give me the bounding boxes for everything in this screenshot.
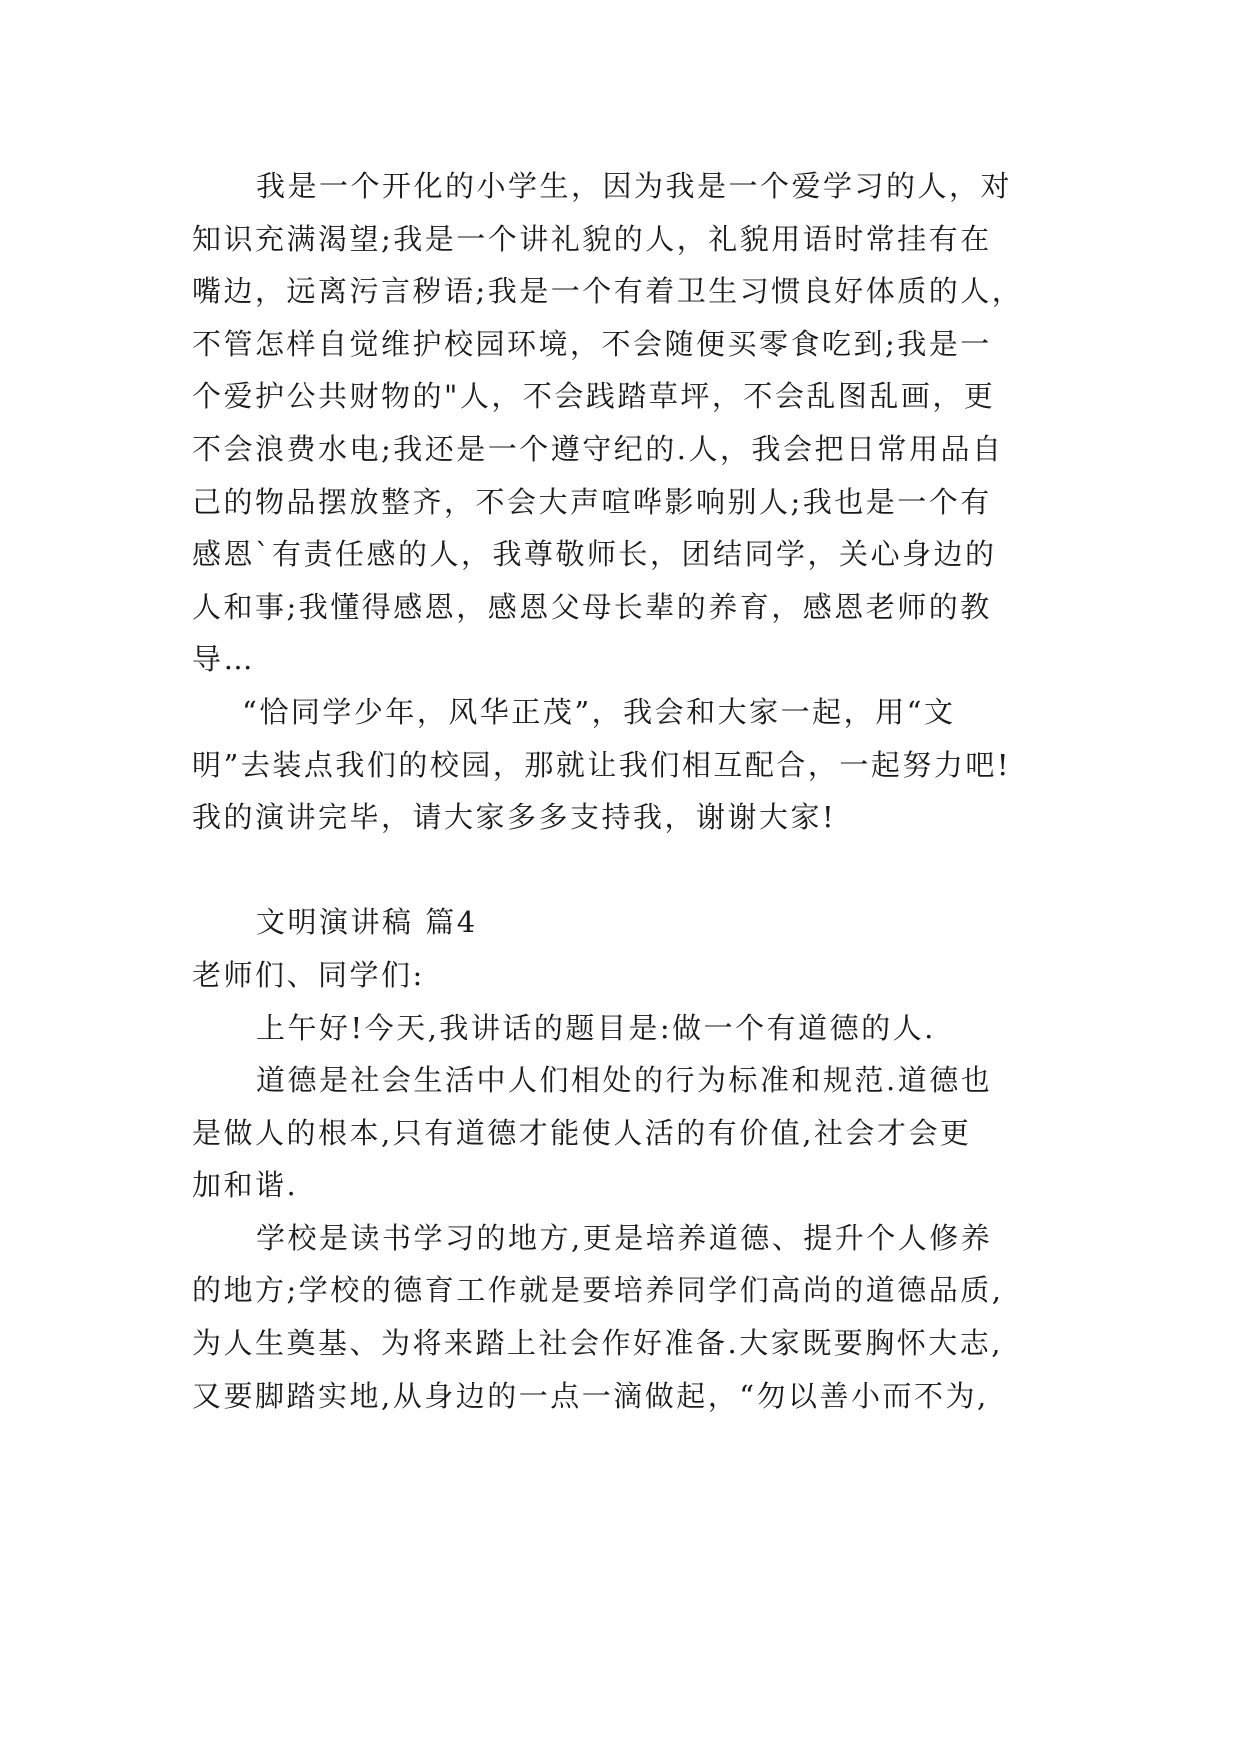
text-line: 导… bbox=[192, 642, 256, 677]
text-line: 感恩`有责任感的人，我尊敬师长，团结同学，关心身边的 bbox=[192, 537, 997, 572]
paragraph-3 bbox=[192, 1002, 1064, 1055]
text-line: 人和事;我懂得感恩，感恩父母长辈的养育，感恩老师的教 bbox=[192, 589, 992, 624]
paragraph-4 bbox=[192, 1054, 1064, 1212]
text-line: “恰同学少年，风华正茂”，我会和大家一起，用“文 bbox=[242, 694, 956, 729]
text-line: 又要脚踏实地,从身边的一点一滴做起，“勿以善小而不为, bbox=[192, 1378, 989, 1413]
text-line: 我是一个开化的小学生，因为我是一个爱学习的人，对 bbox=[256, 169, 1013, 203]
paragraph-5 bbox=[192, 1212, 1064, 1422]
paragraph-1 bbox=[192, 160, 1064, 686]
text-line: 知识充满渴望;我是一个讲礼貌的人，礼貌用语时常挂有在 bbox=[192, 221, 992, 256]
text-line: 加和谐. bbox=[192, 1168, 299, 1203]
text-line: 嘴边，远离污言秽语;我是一个有着卫生习惯良好体质的人， bbox=[192, 274, 1024, 309]
text-line: 道德是社会生活中人们相处的行为标准和规范.道德也 bbox=[256, 1063, 993, 1098]
text-line: 为人生奠基、为将来踏上社会作好准备.大家既要胸怀大志, bbox=[192, 1326, 1003, 1361]
text-line: 不会浪费水电;我还是一个遵守纪的.人，我会把日常用品自 bbox=[192, 431, 1004, 466]
paragraph-2 bbox=[192, 686, 1064, 844]
text-line: 己的物品摆放整齐，不会大声喧哗影响别人;我也是一个有 bbox=[192, 484, 992, 519]
text-line: 不管怎样自觉维护校园环境，不会随便买零食吃到;我是一 bbox=[192, 326, 992, 361]
text-line: 是做人的根本,只有道德才能使人活的有价值,社会才会更 bbox=[192, 1115, 972, 1150]
salutation: 老师们、同学们: bbox=[192, 957, 425, 992]
text-line: 明”去装点我们的校园，那就让我们相互配合，一起努力吧! bbox=[192, 747, 1011, 782]
document-body bbox=[192, 160, 1064, 1422]
text-line: 的地方;学校的德育工作就是要培养同学们高尚的道德品质, bbox=[192, 1273, 1004, 1308]
text-line: 上午好!今天,我讲话的题目是:做一个有道德的人. bbox=[256, 1010, 936, 1045]
text-line: 个爱护公共财物的"人，不会践踏草坪，不会乱图乱画，更 bbox=[192, 379, 996, 414]
text-line: 我的演讲完毕，请大家多多支持我，谢谢大家! bbox=[192, 800, 837, 835]
section-heading: 文明演讲稿 篇4 bbox=[256, 905, 478, 940]
text-line: 学校是读书学习的地方,更是培养道德、提升个人修养 bbox=[256, 1220, 993, 1255]
section-spacer bbox=[192, 844, 1064, 897]
